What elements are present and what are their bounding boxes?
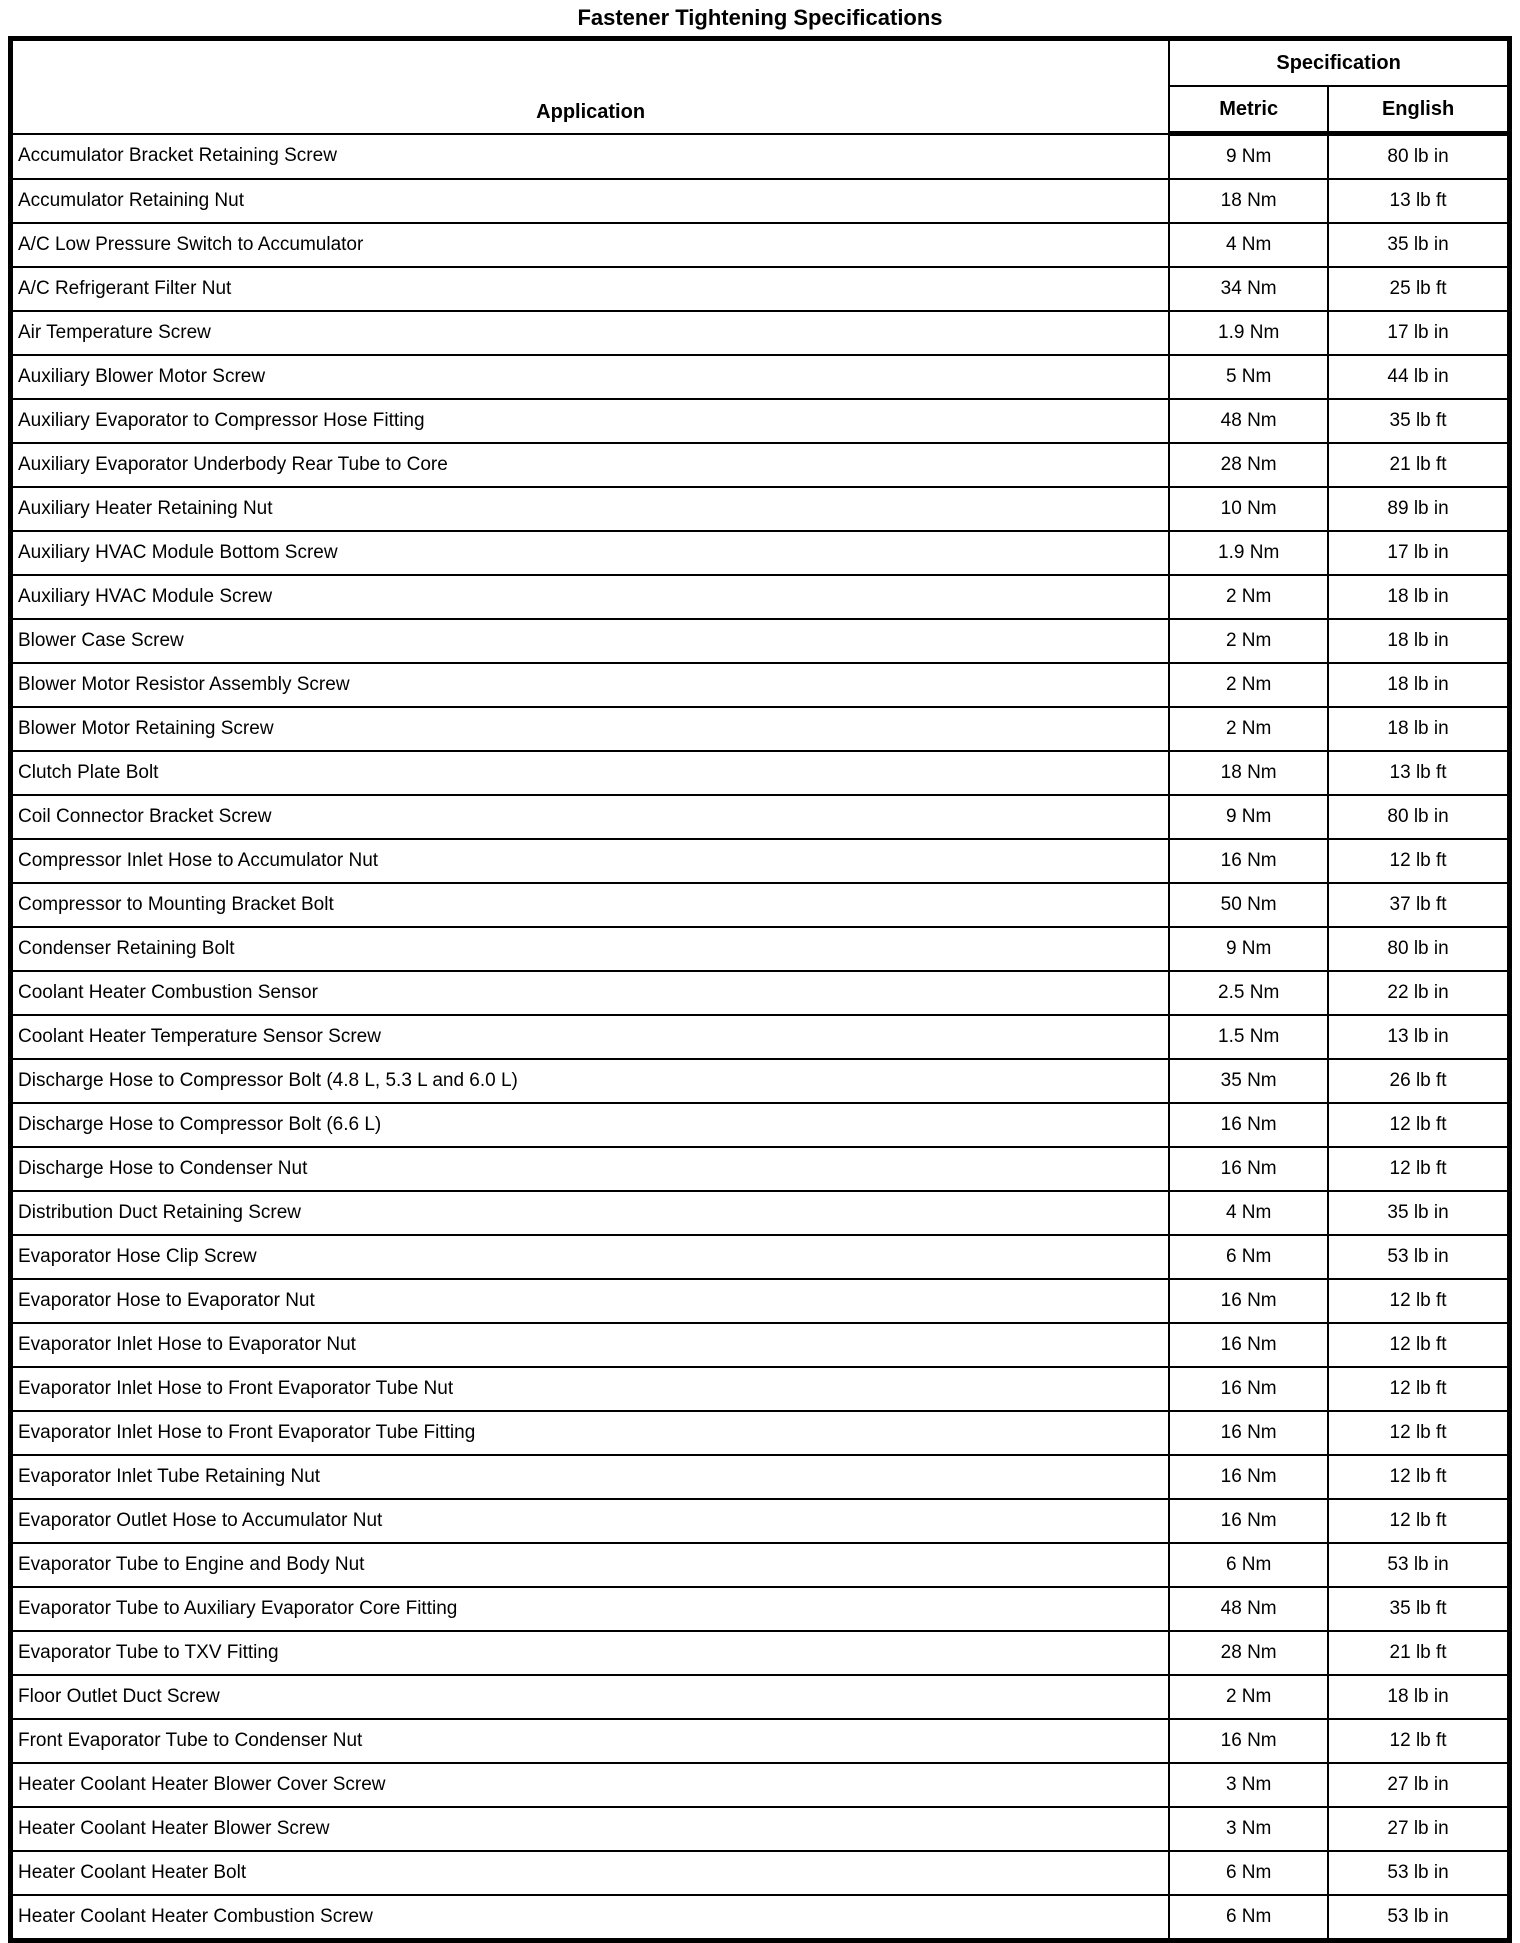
application-cell: Auxiliary HVAC Module Screw [11, 575, 1170, 619]
application-cell: Auxiliary HVAC Module Bottom Screw [11, 531, 1170, 575]
application-cell: Auxiliary Evaporator to Compressor Hose Fitting [11, 399, 1170, 443]
application-cell: Accumulator Retaining Nut [11, 179, 1170, 223]
table-row [11, 134, 1510, 180]
english-value-cell: 89 lb in [1328, 487, 1509, 531]
english-value-cell: 12 lb ft [1328, 1147, 1509, 1191]
english-value-cell: 80 lb in [1328, 795, 1509, 839]
table-row [11, 1103, 1510, 1147]
application-cell: Evaporator Hose Clip Screw [11, 1235, 1170, 1279]
english-value-cell: 53 lb in [1328, 1235, 1509, 1279]
table-row [11, 1807, 1510, 1851]
application-cell: Discharge Hose to Compressor Bolt (6.6 L) [11, 1103, 1170, 1147]
metric-value-cell: 48 Nm [1169, 399, 1328, 443]
table-row [11, 487, 1510, 531]
english-value-cell: 12 lb ft [1328, 1499, 1509, 1543]
application-cell: Evaporator Inlet Hose to Front Evaporator Tube Nut [11, 1367, 1170, 1411]
english-value-cell: 35 lb ft [1328, 399, 1509, 443]
application-cell: Coil Connector Bracket Screw [11, 795, 1170, 839]
english-value-cell: 26 lb ft [1328, 1059, 1509, 1103]
metric-value-cell: 16 Nm [1169, 1323, 1328, 1367]
application-cell: Compressor to Mounting Bracket Bolt [11, 883, 1170, 927]
application-cell: Heater Coolant Heater Blower Screw [11, 1807, 1170, 1851]
english-value-cell: 80 lb in [1328, 927, 1509, 971]
english-value-cell: 12 lb ft [1328, 1455, 1509, 1499]
application-cell: Condenser Retaining Bolt [11, 927, 1170, 971]
metric-value-cell: 9 Nm [1169, 795, 1328, 839]
metric-value-cell: 6 Nm [1169, 1851, 1328, 1895]
english-value-cell: 12 lb ft [1328, 1719, 1509, 1763]
application-cell: A/C Refrigerant Filter Nut [11, 267, 1170, 311]
application-cell: Compressor Inlet Hose to Accumulator Nut [11, 839, 1170, 883]
application-cell: Blower Case Screw [11, 619, 1170, 663]
application-cell: Coolant Heater Temperature Sensor Screw [11, 1015, 1170, 1059]
metric-value-cell: 2 Nm [1169, 707, 1328, 751]
application-cell: Accumulator Bracket Retaining Screw [11, 134, 1170, 180]
table-row [11, 1191, 1510, 1235]
table-row [11, 399, 1510, 443]
metric-value-cell: 16 Nm [1169, 1719, 1328, 1763]
column-header-application: Application [11, 39, 1170, 134]
metric-value-cell: 35 Nm [1169, 1059, 1328, 1103]
english-value-cell: 18 lb in [1328, 619, 1509, 663]
application-cell: Heater Coolant Heater Combustion Screw [11, 1895, 1170, 1941]
english-value-cell: 12 lb ft [1328, 1411, 1509, 1455]
table-row [11, 1367, 1510, 1411]
header-row-specification [11, 39, 1510, 87]
application-cell: Evaporator Inlet Hose to Front Evaporator Tube Fitting [11, 1411, 1170, 1455]
table-row [11, 1719, 1510, 1763]
table-row [11, 267, 1510, 311]
page-title: Fastener Tightening Specifications [577, 5, 943, 30]
english-value-cell: 35 lb in [1328, 223, 1509, 267]
table-row [11, 1455, 1510, 1499]
table-row [11, 575, 1510, 619]
table-row [11, 311, 1510, 355]
application-cell: Evaporator Inlet Hose to Evaporator Nut [11, 1323, 1170, 1367]
table-row [11, 1323, 1510, 1367]
metric-value-cell: 2 Nm [1169, 575, 1328, 619]
metric-value-cell: 1.9 Nm [1169, 311, 1328, 355]
metric-value-cell: 6 Nm [1169, 1235, 1328, 1279]
english-value-cell: 17 lb in [1328, 311, 1509, 355]
table-row [11, 751, 1510, 795]
metric-value-cell: 16 Nm [1169, 1455, 1328, 1499]
table-row [11, 1147, 1510, 1191]
english-value-cell: 35 lb ft [1328, 1587, 1509, 1631]
application-cell: Auxiliary Heater Retaining Nut [11, 487, 1170, 531]
application-cell: Auxiliary Evaporator Underbody Rear Tube to Core [11, 443, 1170, 487]
table-row [11, 1015, 1510, 1059]
metric-value-cell: 2.5 Nm [1169, 971, 1328, 1015]
english-value-cell: 18 lb in [1328, 663, 1509, 707]
metric-value-cell: 4 Nm [1169, 1191, 1328, 1235]
metric-value-cell: 16 Nm [1169, 1279, 1328, 1323]
english-value-cell: 12 lb ft [1328, 839, 1509, 883]
english-value-cell: 80 lb in [1328, 134, 1509, 180]
metric-value-cell: 9 Nm [1169, 134, 1328, 180]
table-row [11, 1543, 1510, 1587]
application-cell: Floor Outlet Duct Screw [11, 1675, 1170, 1719]
english-value-cell: 53 lb in [1328, 1851, 1509, 1895]
table-row [11, 223, 1510, 267]
metric-value-cell: 1.9 Nm [1169, 531, 1328, 575]
table-row [11, 179, 1510, 223]
table-row [11, 707, 1510, 751]
metric-value-cell: 16 Nm [1169, 1147, 1328, 1191]
table-row [11, 1851, 1510, 1895]
table-row [11, 1587, 1510, 1631]
table-row [11, 1279, 1510, 1323]
metric-value-cell: 4 Nm [1169, 223, 1328, 267]
english-value-cell: 22 lb in [1328, 971, 1509, 1015]
application-cell: Coolant Heater Combustion Sensor [11, 971, 1170, 1015]
application-cell: Evaporator Hose to Evaporator Nut [11, 1279, 1170, 1323]
metric-value-cell: 34 Nm [1169, 267, 1328, 311]
metric-value-cell: 16 Nm [1169, 1411, 1328, 1455]
english-value-cell: 13 lb in [1328, 1015, 1509, 1059]
metric-value-cell: 9 Nm [1169, 927, 1328, 971]
english-value-cell: 17 lb in [1328, 531, 1509, 575]
application-cell: Blower Motor Resistor Assembly Screw [11, 663, 1170, 707]
application-cell: Heater Coolant Heater Blower Cover Screw [11, 1763, 1170, 1807]
table-row [11, 1411, 1510, 1455]
english-value-cell: 21 lb ft [1328, 443, 1509, 487]
metric-value-cell: 1.5 Nm [1169, 1015, 1328, 1059]
table-row [11, 355, 1510, 399]
fastener-specs-table [8, 36, 1512, 1943]
table-header [11, 39, 1510, 134]
table-row [11, 663, 1510, 707]
metric-value-cell: 5 Nm [1169, 355, 1328, 399]
application-cell: Evaporator Tube to TXV Fitting [11, 1631, 1170, 1675]
metric-value-cell: 10 Nm [1169, 487, 1328, 531]
table-row [11, 971, 1510, 1015]
application-cell: A/C Low Pressure Switch to Accumulator [11, 223, 1170, 267]
english-value-cell: 12 lb ft [1328, 1323, 1509, 1367]
application-cell: Distribution Duct Retaining Screw [11, 1191, 1170, 1235]
english-value-cell: 25 lb ft [1328, 267, 1509, 311]
application-cell: Evaporator Tube to Engine and Body Nut [11, 1543, 1170, 1587]
table-row [11, 531, 1510, 575]
table-row [11, 839, 1510, 883]
column-header-metric: Metric [1169, 86, 1328, 134]
metric-value-cell: 3 Nm [1169, 1763, 1328, 1807]
metric-value-cell: 2 Nm [1169, 619, 1328, 663]
english-value-cell: 18 lb in [1328, 575, 1509, 619]
table-body [11, 134, 1510, 1941]
metric-value-cell: 2 Nm [1169, 663, 1328, 707]
application-cell: Discharge Hose to Condenser Nut [11, 1147, 1170, 1191]
english-value-cell: 44 lb in [1328, 355, 1509, 399]
application-cell: Heater Coolant Heater Bolt [11, 1851, 1170, 1895]
table-row [11, 1059, 1510, 1103]
metric-value-cell: 16 Nm [1169, 1103, 1328, 1147]
english-value-cell: 27 lb in [1328, 1763, 1509, 1807]
english-value-cell: 13 lb ft [1328, 179, 1509, 223]
metric-value-cell: 16 Nm [1169, 1499, 1328, 1543]
english-value-cell: 37 lb ft [1328, 883, 1509, 927]
english-value-cell: 18 lb in [1328, 1675, 1509, 1719]
english-value-cell: 53 lb in [1328, 1543, 1509, 1587]
metric-value-cell: 18 Nm [1169, 751, 1328, 795]
table-row [11, 619, 1510, 663]
application-cell: Auxiliary Blower Motor Screw [11, 355, 1170, 399]
table-row [11, 795, 1510, 839]
english-value-cell: 18 lb in [1328, 707, 1509, 751]
application-cell: Front Evaporator Tube to Condenser Nut [11, 1719, 1170, 1763]
metric-value-cell: 28 Nm [1169, 443, 1328, 487]
metric-value-cell: 3 Nm [1169, 1807, 1328, 1851]
metric-value-cell: 48 Nm [1169, 1587, 1328, 1631]
application-cell: Evaporator Inlet Tube Retaining Nut [11, 1455, 1170, 1499]
table-row [11, 927, 1510, 971]
table-row [11, 1499, 1510, 1543]
table-row [11, 883, 1510, 927]
english-value-cell: 21 lb ft [1328, 1631, 1509, 1675]
application-cell: Discharge Hose to Compressor Bolt (4.8 L, 5.3 L and 6.0 L) [11, 1059, 1170, 1103]
metric-value-cell: 28 Nm [1169, 1631, 1328, 1675]
metric-value-cell: 16 Nm [1169, 839, 1328, 883]
english-value-cell: 12 lb ft [1328, 1279, 1509, 1323]
english-value-cell: 12 lb ft [1328, 1367, 1509, 1411]
metric-value-cell: 16 Nm [1169, 1367, 1328, 1411]
column-header-specification: Specification [1169, 39, 1509, 87]
application-cell: Evaporator Outlet Hose to Accumulator Nut [11, 1499, 1170, 1543]
table-row [11, 1631, 1510, 1675]
metric-value-cell: 18 Nm [1169, 179, 1328, 223]
english-value-cell: 53 lb in [1328, 1895, 1509, 1941]
column-header-english: English [1328, 86, 1509, 134]
metric-value-cell: 6 Nm [1169, 1543, 1328, 1587]
application-cell: Blower Motor Retaining Screw [11, 707, 1170, 751]
application-cell: Evaporator Tube to Auxiliary Evaporator Core Fitting [11, 1587, 1170, 1631]
metric-value-cell: 6 Nm [1169, 1895, 1328, 1941]
english-value-cell: 13 lb ft [1328, 751, 1509, 795]
english-value-cell: 12 lb ft [1328, 1103, 1509, 1147]
application-cell: Air Temperature Screw [11, 311, 1170, 355]
table-row [11, 1235, 1510, 1279]
table-row [11, 1895, 1510, 1941]
table-row [11, 1763, 1510, 1807]
metric-value-cell: 50 Nm [1169, 883, 1328, 927]
table-row [11, 1675, 1510, 1719]
english-value-cell: 35 lb in [1328, 1191, 1509, 1235]
application-cell: Clutch Plate Bolt [11, 751, 1170, 795]
metric-value-cell: 2 Nm [1169, 1675, 1328, 1719]
english-value-cell: 27 lb in [1328, 1807, 1509, 1851]
table-row [11, 443, 1510, 487]
